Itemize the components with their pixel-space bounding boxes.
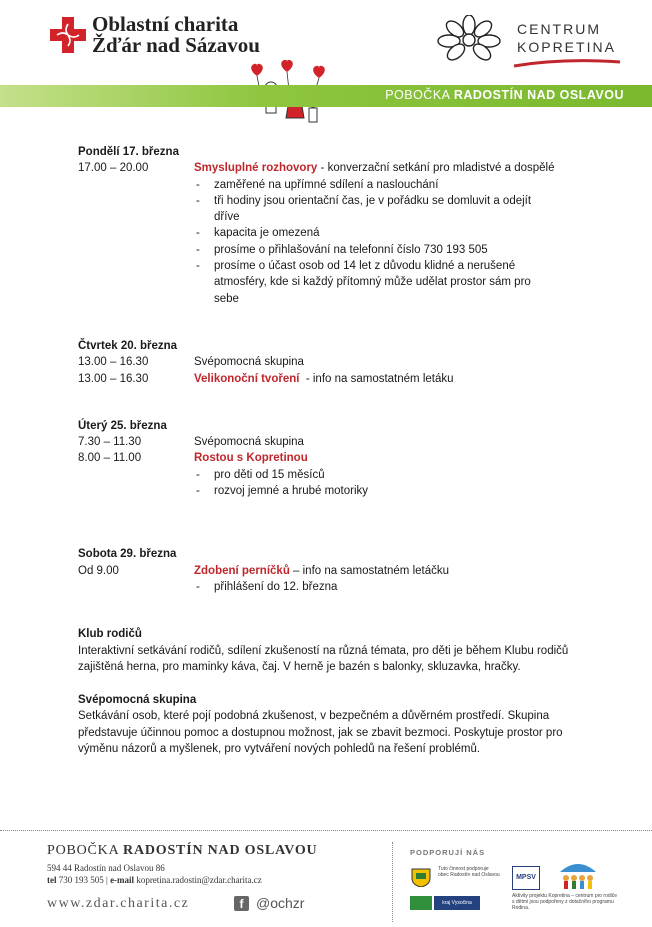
- bullet-text: tři hodiny jsou orientační čas, je v pořádku se domluvit a odejít dříve: [214, 194, 532, 224]
- selfhelp-text: Setkávání osob, které pojí podobná zkušenost, v bezpečném a důvěrném prostředí. Skupina představuje účinnou pomoc a dostupnou možnost, jak se zbavit bezmoci. Poskytuje prostor pro výměnu názorů a myšlenek, pro vytváření nových pohledů na řešení problémů.: [78, 710, 563, 756]
- entry-time: 13.00 – 16.30: [78, 372, 149, 385]
- event-description: - info na samostatném letáku: [299, 372, 454, 385]
- center-kopretina-title: [517, 20, 616, 56]
- email-label: e-mail: [110, 875, 135, 885]
- footer-website-link[interactable]: www.zdar.charita.cz: [47, 896, 190, 911]
- center-line2: KOPRETINA: [517, 39, 616, 55]
- schedule-content: [78, 144, 598, 757]
- bullet-text: zaměřené na upřímné sdílení a naslouchání: [214, 178, 439, 191]
- event-plain: Svépomocná skupina: [194, 436, 304, 449]
- bullet-dash: -: [196, 580, 200, 593]
- footer-divider: [0, 830, 652, 831]
- center-line1: CENTRUM: [517, 21, 601, 37]
- day-heading: Úterý 25. března: [78, 419, 167, 432]
- bullet-dash: -: [196, 485, 200, 498]
- bullet-dash: -: [196, 243, 200, 256]
- event-title: Velikonoční tvoření: [194, 372, 300, 385]
- bullet-dash: -: [196, 194, 200, 207]
- branch-prefix: POBOČKA: [385, 88, 450, 102]
- footer-phone[interactable]: 730 193 505: [58, 875, 104, 885]
- event-description: – info na samostatném letáčku: [289, 564, 450, 577]
- mpsv-logo: MPSV: [512, 866, 540, 890]
- sponsor-municipality-text: Tuto činnost podporuje obec Radostín nad Oslavou: [438, 866, 500, 878]
- bullet-item: [78, 193, 598, 226]
- day-saturday: [78, 546, 598, 595]
- entry-time: 13.00 – 16.30: [78, 356, 149, 369]
- footer-social-handle[interactable]: @ochzr: [256, 895, 305, 911]
- bullet-item: [78, 242, 598, 258]
- municipality-crest-icon: [410, 867, 432, 887]
- event-description: - konverzační setkání pro mladistvé a dospělé: [317, 162, 555, 175]
- event-title: Rostou s Kopretinou: [194, 452, 308, 465]
- bullet-text: přihlášení do 12. března: [214, 580, 338, 593]
- bullet-text: pro děti od 15 měsíců: [214, 468, 325, 481]
- footer-contact: 594 44 Radostín nad Oslavou 86 tel 730 193 505 | e-mail kopretina.radostin@zdar.charita.cz: [47, 863, 262, 885]
- event-plain: Svépomocná skupina: [194, 356, 304, 369]
- event-title: Smysluplné rozhovory: [194, 162, 318, 175]
- bullet-text: prosíme o účast osob od 14 let z důvodu klidné a nerušené atmosféry, kde si každý přítomný může udělat prostor sám pro sebe: [214, 260, 531, 305]
- day-heading: Sobota 29. března: [78, 548, 177, 561]
- club-section: [78, 626, 598, 675]
- schedule-entry: [78, 371, 598, 387]
- bullet-item: [78, 177, 598, 193]
- bullet-text: kapacita je omezená: [214, 227, 320, 240]
- selfhelp-section: [78, 692, 598, 757]
- kids-umbrella-logo-icon: [556, 860, 600, 890]
- branch-label: [385, 88, 624, 102]
- green-sponsor-logo: [410, 896, 432, 910]
- entry-time: Od 9.00: [78, 564, 119, 577]
- bullet-item: [78, 483, 598, 499]
- region-vysocina-logo: kraj Vysočina: [434, 896, 480, 910]
- schedule-entry: [78, 450, 598, 466]
- schedule-entry: [78, 160, 598, 176]
- day-tuesday: [78, 418, 598, 499]
- footer-address: 594 44 Radostín nad Oslavou 86: [47, 863, 165, 873]
- footer-title-name: RADOSTÍN NAD OSLAVOU: [123, 843, 318, 858]
- branch-name: RADOSTÍN NAD OSLAVOU: [453, 88, 624, 102]
- bullet-item: [78, 579, 598, 595]
- sponsor-project-text: Aktivity projektu Kopretina – centrum pro rodiče s dětmi jsou podpořeny z dotačního programu Rodina.: [512, 893, 618, 911]
- entry-time: 17.00 – 20.00: [78, 162, 149, 175]
- schedule-entry: [78, 434, 598, 450]
- charity-cross-logo: [50, 17, 86, 53]
- club-text: Interaktivní setkávání rodičů, sdílení zkušeností na různá témata, pro děti je během Klubu rodičů zajištěná herna, pro maminky káva, čaj. V herně je bazén s balonky, skluzavka, hračky.: [78, 644, 569, 673]
- schedule-entry: [78, 354, 598, 370]
- facebook-icon[interactable]: f: [234, 896, 249, 911]
- org-name-line2: Žďár nad Sázavou: [92, 33, 260, 57]
- bullet-dash: -: [196, 260, 200, 273]
- day-heading: Pondělí 17. března: [78, 146, 179, 158]
- entry-time: 8.00 – 11.00: [78, 452, 142, 465]
- org-name-line1: Oblastní charita: [92, 12, 239, 36]
- footer-title-prefix: POBOČKA: [47, 843, 119, 858]
- day-thursday: [78, 338, 598, 387]
- day-monday: [78, 144, 598, 307]
- bullet-item: [78, 258, 598, 307]
- bullet-dash: -: [196, 227, 200, 240]
- footer-email[interactable]: kopretina.radostin@zdar.charita.cz: [136, 875, 262, 885]
- footer-branch-title: [47, 843, 317, 859]
- support-label: PODPORUJÍ NÁS: [410, 848, 486, 857]
- tel-label: tel: [47, 875, 57, 885]
- bullet-item: [78, 225, 598, 241]
- day-heading: Čtvrtek 20. března: [78, 339, 178, 352]
- bullet-dash: -: [196, 178, 200, 191]
- club-title: Klub rodičů: [78, 628, 142, 641]
- bullet-text: rozvoj jemné a hrubé motoriky: [214, 485, 369, 498]
- selfhelp-title: Svépomocná skupina: [78, 694, 197, 707]
- bullet-text: prosíme o přihlašování na telefonní číslo 730 193 505: [214, 243, 488, 256]
- footer-vertical-divider: [392, 842, 393, 922]
- daisy-logo-icon: [433, 15, 505, 61]
- bullet-item: [78, 467, 598, 483]
- organization-name: [92, 14, 260, 56]
- event-title: Zdobení perníčků: [194, 564, 290, 577]
- schedule-entry: [78, 563, 598, 579]
- entry-time: 7.30 – 11.30: [78, 436, 142, 449]
- red-swoosh: [512, 58, 622, 68]
- bullet-dash: -: [196, 468, 200, 481]
